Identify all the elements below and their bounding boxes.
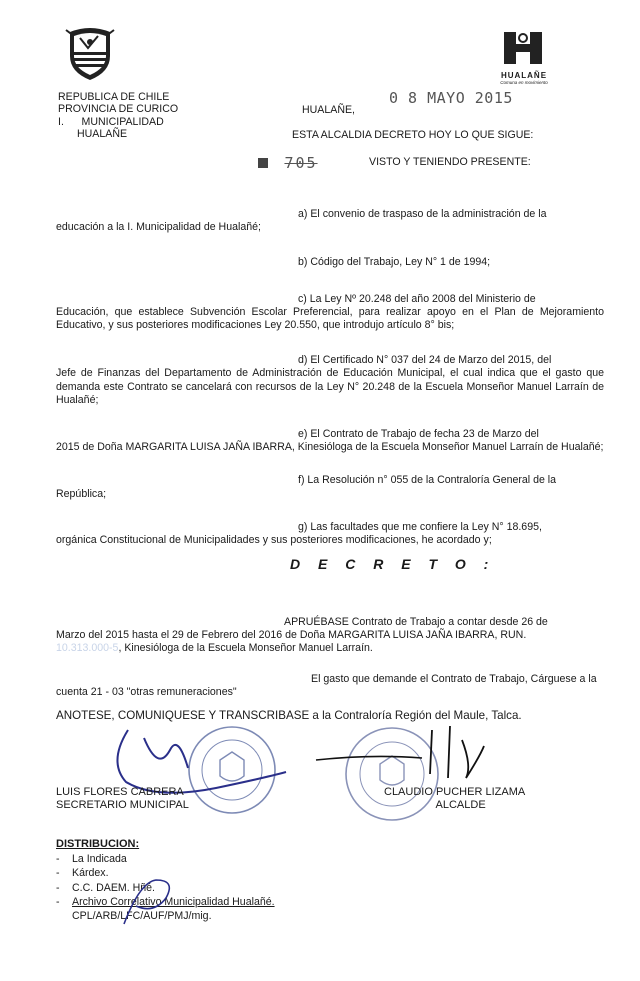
considerando-first: d) El Certificado N° 037 del 24 de Marzo del 2015, del	[298, 354, 552, 367]
decreto-title: D E C R E T O :	[290, 556, 496, 572]
considerando-first: f) La Resolución n° 055 de la Contraloría General de la	[298, 474, 557, 487]
resolutivo-rest: cuenta 21 - 03 "otras remuneraciones"	[56, 685, 237, 698]
transcribase-line: ANOTESE, COMUNIQUESE Y TRANSCRIBASE a la Contraloría Región del Maule, Talca.	[56, 709, 522, 722]
resolutivo-1	[56, 616, 604, 656]
issuer-line: HUALAÑE	[77, 128, 128, 141]
considerando-first: b) Código del Trabajo, Ley N° 1 de 1994;	[298, 256, 491, 269]
distribucion-item: - La Indicada	[56, 852, 275, 866]
issuer-block	[58, 91, 178, 141]
distribucion-title: DISTRIBUCION:	[56, 838, 140, 850]
considerando-b	[56, 256, 604, 269]
place: HUALAÑE,	[302, 104, 355, 116]
logo-tagline: Comuna en movimiento	[500, 80, 548, 85]
secretary-title: SECRETARIO MUNICIPAL	[56, 799, 189, 811]
considerando-rest: Jefe de Finanzas del Departamento de Administración de Educación Municipal, el cual indica que el gasto que demanda este Contrato se cancelará con recursos de la Ley N° 20.248 de la Escuela Monseñor Manuel Larraín de Hualañé;	[56, 367, 604, 406]
considerando-first: c) La Ley Nº 20.248 del año 2008 del Ministerio de	[298, 292, 536, 305]
considerando-rest: Educación, que establece Subvención Escolar Preferencial, para realizar apoyo en el Plan de Mejoramiento Educativo, y sus posteriores modificaciones Ley 20.550, que introdujo artículo 8° bis;	[56, 305, 604, 332]
issuer-line: PROVINCIA DE CURICO	[58, 103, 179, 116]
decree-number-value: 705	[284, 154, 318, 172]
resolutivo-text: , Kinesióloga de la Escuela Monseñor Manuel Larraín.	[118, 642, 373, 655]
mayor-title: ALCALDE	[435, 799, 486, 811]
considerando-rest: 2015 de Doña MARGARITA LUISA JAÑA IBARRA, Kinesióloga de la Escuela Monseñor Manuel Larraín de Hualañé;	[56, 441, 604, 454]
considerandos	[56, 208, 604, 547]
logo-text: HUALAÑE	[500, 71, 548, 80]
considerando-d	[56, 354, 604, 407]
considerando-rest: República;	[56, 487, 107, 500]
distribucion-item: - Kárdex.	[56, 866, 275, 880]
considerando-g	[56, 521, 604, 547]
intro-line: ESTA ALCALDIA DECRETO HOY LO QUE SIGUE:	[292, 129, 534, 141]
coat-of-arms-logo	[62, 22, 118, 82]
resolutivo-text: Marzo del 2015 hasta el 29 de Febrero del 2016 de Doña MARGARITA LUISA JAÑA IBARRA, RUN.	[56, 629, 527, 642]
secretary-name: LUIS FLORES CABRERA	[56, 786, 184, 798]
mayor-block	[384, 786, 525, 812]
considerando-rest: educación a la I. Municipalidad de Hualañé;	[56, 221, 261, 234]
considerando-f	[56, 474, 604, 500]
resolutivo-2	[56, 673, 604, 699]
resolutivo-first: APRUÉBASE Contrato de Trabajo a contar desde 26 de	[284, 616, 548, 628]
considerando-first: a) El convenio de traspaso de la administración de la	[298, 208, 547, 220]
initials-signature	[116, 862, 186, 932]
decree-number	[258, 154, 358, 173]
considerando-e	[56, 428, 604, 454]
mark-icon	[258, 158, 268, 168]
considerando-a	[56, 208, 604, 234]
considerando-c	[56, 293, 604, 333]
distribucion-item: - Archivo Correlativo Municipalidad Hualañé.	[56, 895, 275, 909]
hualane-logo	[496, 30, 552, 90]
mayor-name: CLAUDIO PUCHER LIZAMA	[384, 786, 526, 798]
issuer-line: REPUBLICA DE CHILE	[58, 91, 170, 103]
hualane-logo-mark	[500, 30, 548, 66]
issuer-line: I. MUNICIPALIDAD	[58, 115, 164, 128]
resolutivo-rest	[56, 629, 604, 655]
mayor-signature	[312, 716, 532, 796]
considerando-first: e) El Contrato de Trabajo de fecha 23 de Marzo del	[298, 428, 539, 441]
considerando-rest: orgánica Constitucional de Municipalidades y sus posteriores modificaciones, he acordado y;	[56, 534, 492, 547]
resolutivo-first: El gasto que demande el Contrato de Trabajo, Cárguese a la	[311, 672, 597, 685]
initials: CPL/ARB/LFC/AUF/PMJ/mig.	[72, 909, 212, 922]
resolutivos	[56, 616, 604, 699]
secretary-block	[56, 786, 189, 812]
distribucion-item: - C.C. DAEM. Hñé.	[56, 881, 275, 895]
considerando-first: g) Las facultades que me confiere la Ley N° 18.695,	[298, 520, 542, 533]
visto-line: VISTO Y TENIENDO PRESENTE:	[369, 156, 531, 168]
redacted-run: 10.313.000-5	[56, 642, 119, 655]
date-stamp: 0 8 MAYO 2015	[389, 89, 513, 107]
